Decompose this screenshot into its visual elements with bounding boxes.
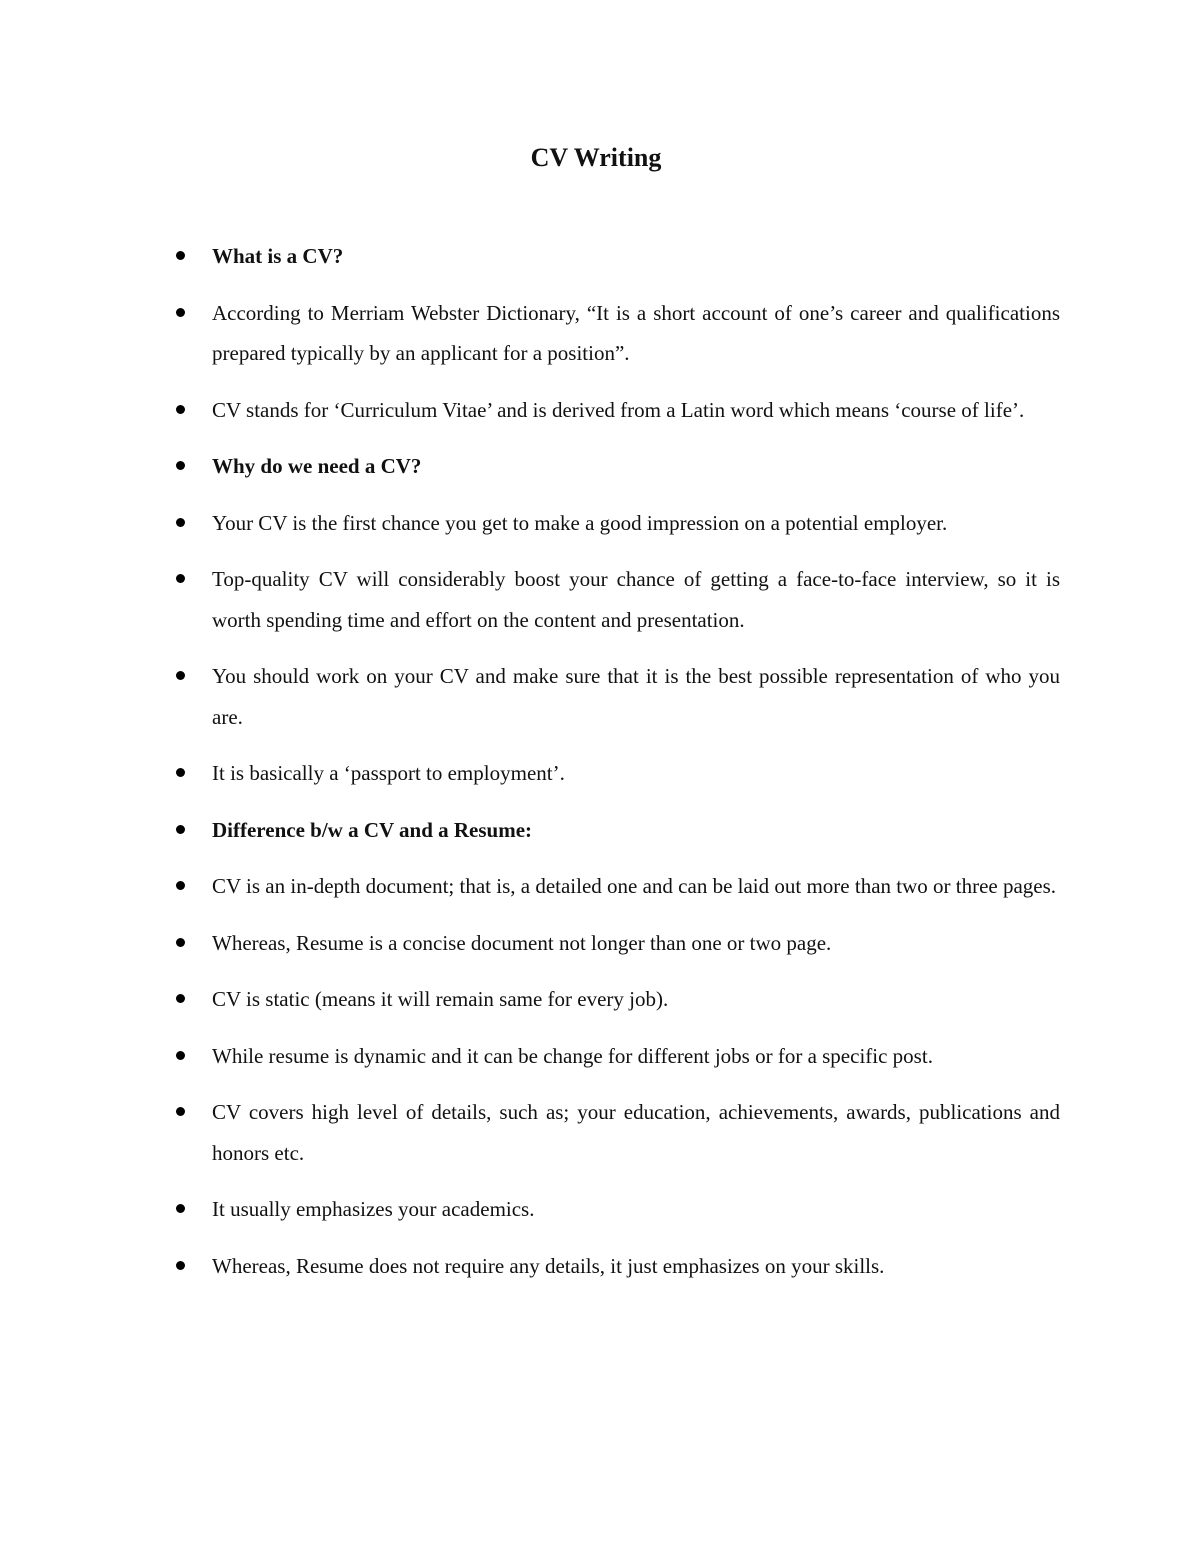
list-item <box>174 390 1060 431</box>
list-item <box>174 923 1060 964</box>
bullet-icon <box>176 1204 185 1213</box>
bullet-icon <box>176 825 185 834</box>
list-item <box>174 503 1060 544</box>
list-item-text: Whereas, Resume does not require any details, it just emphasizes on your skills. <box>212 1253 885 1278</box>
list-item-text: Why do we need a CV? <box>212 454 422 478</box>
list-item-text: It is basically a ‘passport to employment’. <box>212 761 565 785</box>
bullet-icon <box>176 1261 185 1270</box>
bullet-icon <box>176 251 185 260</box>
bullet-icon <box>176 671 185 680</box>
bullet-icon <box>176 308 185 317</box>
bullet-icon <box>176 574 185 583</box>
list-item <box>174 979 1060 1020</box>
list-item <box>174 1246 1060 1287</box>
list-item-text: You should work on your CV and make sure that it is the best possible representation of who you are. <box>212 664 1060 729</box>
list-item <box>174 559 1060 640</box>
bullet-icon <box>176 881 185 890</box>
list-item-text: Top-quality CV will considerably boost your chance of getting a face-to-face interview, so it is worth spending time and effort on the content and presentation. <box>212 567 1060 632</box>
bullet-icon <box>176 518 185 527</box>
bullet-list <box>174 236 1060 1302</box>
list-item-text: What is a CV? <box>212 244 344 268</box>
bullet-icon <box>176 1051 185 1060</box>
list-item-text: Difference b/w a CV and a Resume: <box>212 817 533 842</box>
list-item-text: It usually emphasizes your academics. <box>212 1197 535 1221</box>
list-item-text: Your CV is the first chance you get to make a good impression on a potential employer. <box>212 510 948 535</box>
list-item <box>174 866 1060 907</box>
bullet-icon <box>176 461 185 470</box>
bullet-icon <box>176 938 185 947</box>
list-item-text: Whereas, Resume is a concise document not longer than one or two page. <box>212 930 832 955</box>
bullet-icon <box>176 994 185 1003</box>
list-item-text: CV covers high level of details, such as; your education, achievements, awards, publications and honors etc. <box>212 1100 1060 1165</box>
list-item-text: While resume is dynamic and it can be change for different jobs or for a specific post. <box>212 1043 933 1068</box>
list-item <box>174 753 1060 794</box>
list-item <box>174 1189 1060 1230</box>
list-item <box>174 293 1060 374</box>
list-item-text: CV is an in-depth document; that is, a detailed one and can be laid out more than two or three pages. <box>212 874 1057 898</box>
page-title: CV Writing <box>530 143 662 172</box>
list-item <box>174 1036 1060 1077</box>
list-item <box>174 656 1060 737</box>
list-item <box>174 236 1060 277</box>
list-item-text: CV stands for ‘Curriculum Vitae’ and is derived from a Latin word which means ‘course of life’. <box>212 397 1025 422</box>
bullet-icon <box>176 768 185 777</box>
list-item <box>174 446 1060 487</box>
list-item-text: According to Merriam Webster Dictionary, “It is a short account of one’s career and qualifications prepared typically by an applicant for a position”. <box>212 300 1060 365</box>
bullet-icon <box>176 1107 185 1116</box>
list-item <box>174 1092 1060 1173</box>
list-item-text: CV is static (means it will remain same for every job). <box>212 987 669 1011</box>
list-item <box>174 810 1060 851</box>
bullet-icon <box>176 405 185 414</box>
